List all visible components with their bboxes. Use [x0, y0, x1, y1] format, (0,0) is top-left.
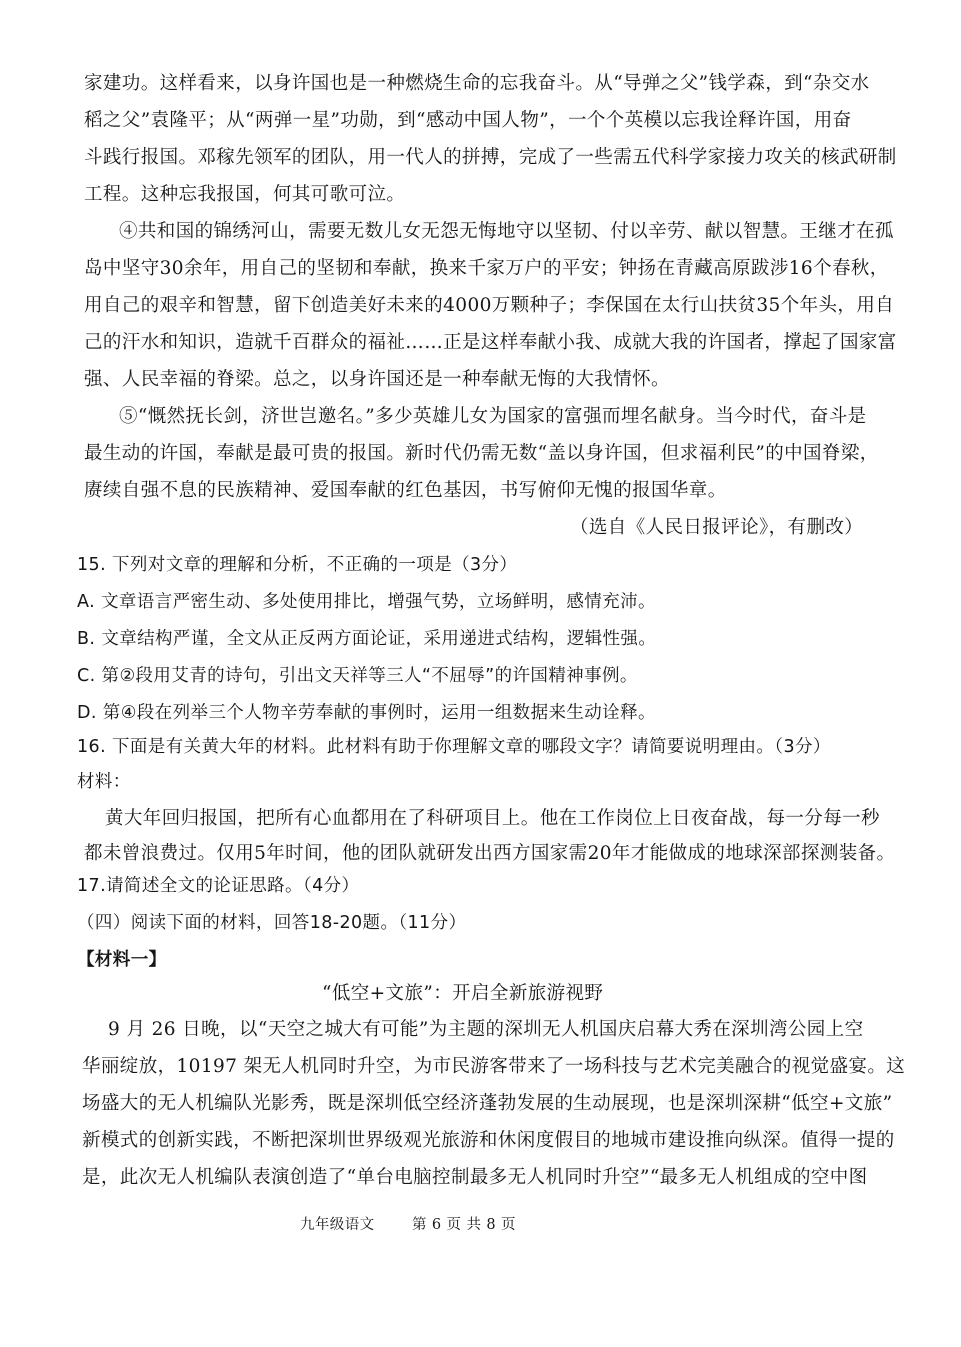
q15-option-d: D. 第④段在列举三个人物辛劳奉献的事例时，运用一组数据来生动诠释。 — [77, 703, 656, 723]
p3-line-2: 稻之父”袁隆平；从“两弹一星”功勋，到“感动中国人物”，一个个英模以忘我诠释许国，用奋 — [84, 110, 852, 131]
q16-material-line-2: 都未曾浪费过。仅用5年时间，他的团队就研发出西方国家需20年才能做成的地球深部探测装备。 — [84, 843, 896, 864]
q15-option-c: C. 第②段用艾青的诗句，引出文天祥等三人“不屈辱”的许国精神事例。 — [77, 666, 638, 686]
m1-line-3: 场盛大的无人机编队光影秀，既是深圳低空经济蓬勃发展的生动展现，也是深圳深耕“低空+文旅” — [82, 1093, 893, 1114]
q15-option-a: A. 文章语言严密生动、多处使用排比，增强气势，立场鲜明，感情充沛。 — [77, 592, 656, 612]
p4-line-3: 用自己的艰辛和智慧，留下创造美好未来的4000万颗种子；李保国在太行山扶贫35个年头，用自 — [84, 295, 895, 316]
p5-line-3: 赓续自强不息的民族精神、爱国奉献的红色基因，书写俯仰无愧的报国华章。 — [84, 480, 727, 501]
p3-line-4: 工程。这种忘我报国，何其可歌可泣。 — [84, 184, 406, 205]
p4-line-4: 己的汗水和知识，造就千百群众的福祉……正是这样奉献小我、成就大我的许国者，撑起了国家富 — [84, 332, 897, 353]
q16-stem: 16. 下面是有关黄大年的材料。此材料有助于你理解文章的哪段文字？请简要说明理由。（3分） — [77, 737, 831, 757]
material-1-label: 【材料一】 — [77, 950, 167, 970]
m1-line-2: 华丽绽放，10197 架无人机同时升空，为市民游客带来了一场科技与艺术完美融合的视觉盛宴。这 — [82, 1056, 906, 1077]
p4-line-1: ④共和国的锦绣河山，需要无数儿女无怨无悔地守以坚韧、付以辛劳、献以智慧。王继才在孤 — [119, 221, 894, 242]
p3-line-3: 斗践行报国。邓稼先领军的团队，用一代人的拼搏，完成了一些需五代科学家接力攻关的核武研制 — [84, 147, 897, 168]
q16-material-label: 材料： — [77, 772, 131, 792]
q17-stem: 17.请简述全文的论证思路。（4分） — [77, 876, 360, 896]
section-4-heading: （四）阅读下面的材料，回答18-20题。（11分） — [77, 913, 467, 933]
m1-line-5: 是，此次无人机编队表演创造了“单台电脑控制最多无人机同时升空”“最多无人机组成的空中图 — [82, 1167, 868, 1188]
p4-line-5: 强、人民幸福的脊梁。总之，以身许国还是一种奉献无悔的大我情怀。 — [84, 369, 670, 390]
material-1-title: “低空+文旅”：开启全新旅游视野 — [322, 983, 604, 1004]
footer-page-number: 第 6 页 共 8 页 — [412, 1217, 516, 1233]
p5-line-1: ⑤“慨然抚长剑，济世岂邀名。”多少英雄儿女为国家的富强而埋名献身。当今时代，奋斗是 — [119, 406, 867, 427]
q15-stem: 15. 下列对文章的理解和分析，不正确的一项是（3分） — [77, 555, 518, 575]
p3-line-1: 家建功。这样看来，以身许国也是一种燃烧生命的忘我奋斗。从“导弹之父”钱学森，到“杂交水 — [84, 73, 870, 94]
p5-line-2: 最生动的许国，奉献是最可贵的报国。新时代仍需无数“盖以身许国，但求福利民”的中国脊梁， — [84, 443, 879, 464]
q15-option-b: B. 文章结构严谨，全文从正反两方面论证，采用递进式结构，逻辑性强。 — [77, 629, 657, 649]
q16-material-line-1: 黄大年回归报国，把所有心血都用在了科研项目上。他在工作岗位上日夜奋战，每一分每一秒 — [105, 808, 880, 829]
source-citation: （选自《人民日报评论》，有删改） — [570, 517, 864, 538]
footer-subject: 九年级语文 — [300, 1217, 375, 1233]
m1-line-1: 9 月 26 日晚，以“天空之城大有可能”为主题的深圳无人机国庆启幕大秀在深圳湾公园上空 — [108, 1019, 864, 1040]
m1-line-4: 新模式的创新实践，不断把深圳世界级观光旅游和休闲度假目的地城市建设推向纵深。值得一提的 — [82, 1130, 895, 1151]
p4-line-2: 岛中坚守30余年，用自己的坚韧和奉献，换来千家万户的平安；钟扬在青藏高原跋涉16个春秋， — [84, 258, 889, 279]
